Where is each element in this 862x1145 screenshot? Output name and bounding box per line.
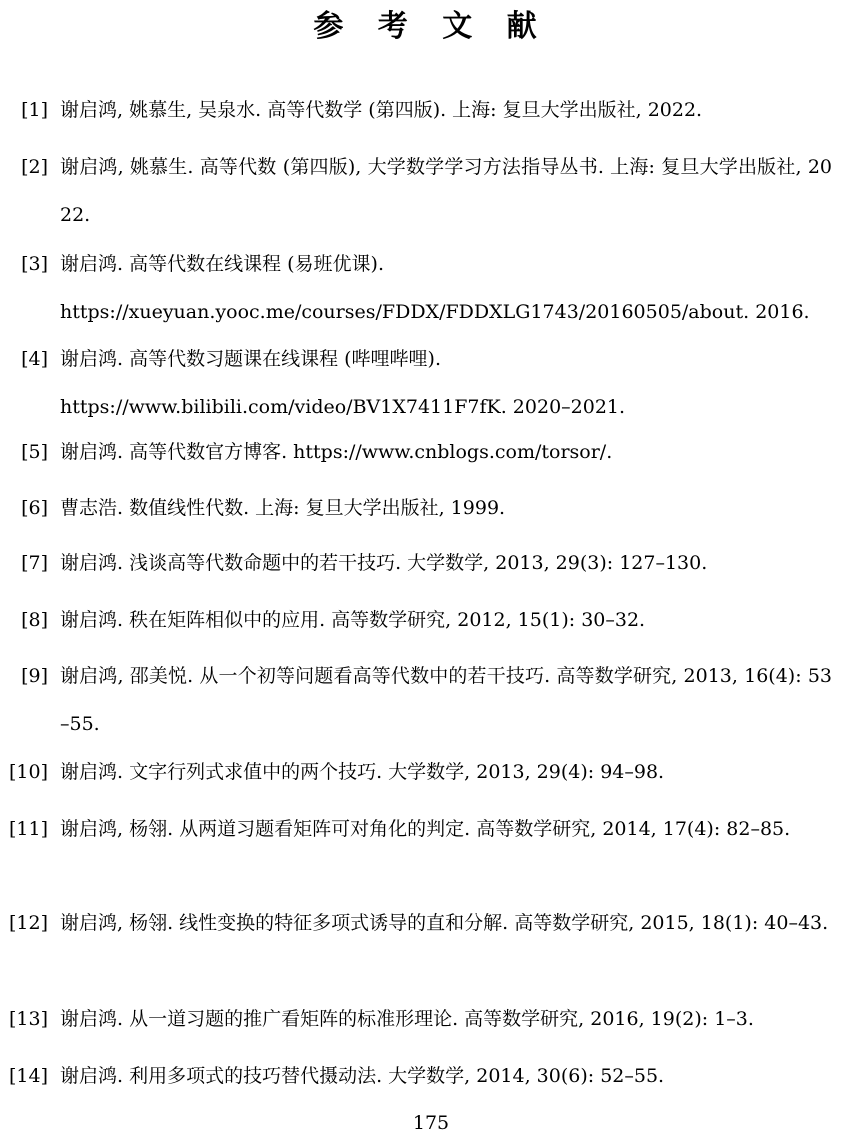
reference-text: 谢启鸿. 高等代数官方博客. https://www.cnblogs.com/torsor/. (60, 441, 613, 463)
reference-number: [6] (21, 497, 48, 519)
reference-text: 谢启鸿. 高等代数在线课程 (易班优课). https://xueyuan.yooc.me/courses/FDDX/FDDXLG1743/20160505/about. 2016. (60, 253, 810, 323)
reference-text: 谢启鸿, 杨翎. 从两道习题看矩阵可对角化的判定. 高等数学研究, 2014, 17(4): 82–85. (60, 818, 791, 840)
reference-text: 谢启鸿. 浅谈高等代数命题中的若干技巧. 大学数学, 2013, 29(3): 127–130. (60, 552, 708, 574)
reference-number: [11] (8, 818, 48, 840)
reference-number: [13] (8, 1008, 48, 1030)
reference-text: 谢启鸿. 高等代数习题课在线课程 (哔哩哔哩). https://www.bilibili.com/video/BV1X7411F7fK. 2020–2021. (60, 348, 626, 418)
reference-number: [7] (21, 552, 48, 574)
reference-number: [14] (8, 1065, 48, 1087)
reference-number: [9] (21, 665, 48, 687)
reference-number: [12] (8, 912, 48, 934)
reference-text: 谢启鸿. 秩在矩阵相似中的应用. 高等数学研究, 2012, 15(1): 30–32. (60, 609, 646, 631)
reference-text: 谢启鸿. 从一道习题的推广看矩阵的标准形理论. 高等数学研究, 2016, 19(2): 1–3. (60, 1008, 754, 1030)
reference-number: [2] (21, 156, 48, 178)
reference-number: [10] (8, 761, 48, 783)
reference-text: 谢启鸿, 姚慕生. 高等代数 (第四版), 大学数学学习方法指导丛书. 上海: 复旦大学出版社, 2022. (60, 156, 832, 226)
reference-number: [5] (21, 441, 48, 463)
reference-number: [4] (21, 348, 48, 370)
reference-text: 曹志浩. 数值线性代数. 上海: 复旦大学出版社, 1999. (60, 497, 506, 519)
page-number: 175 (412, 1112, 450, 1134)
reference-text: 谢启鸿, 姚慕生, 吴泉水. 高等代数学 (第四版). 上海: 复旦大学出版社, 2022. (60, 99, 703, 121)
reference-number: [8] (21, 609, 48, 631)
reference-text: 谢启鸿, 杨翎. 线性变换的特征多项式诱导的直和分解. 高等数学研究, 2015, 18(1): 40–43. (60, 912, 829, 934)
page-title: 参 考 文 献 (313, 9, 549, 44)
reference-number: [1] (21, 99, 48, 121)
reference-number: [3] (21, 253, 48, 275)
reference-text: 谢启鸿. 利用多项式的技巧替代摄动法. 大学数学, 2014, 30(6): 52–55. (60, 1065, 665, 1087)
reference-text: 谢启鸿, 邵美悦. 从一个初等问题看高等代数中的若干技巧. 高等数学研究, 2013, 16(4): 53–55. (60, 665, 832, 735)
reference-text: 谢启鸿. 文字行列式求值中的两个技巧. 大学数学, 2013, 29(4): 94–98. (60, 761, 665, 783)
